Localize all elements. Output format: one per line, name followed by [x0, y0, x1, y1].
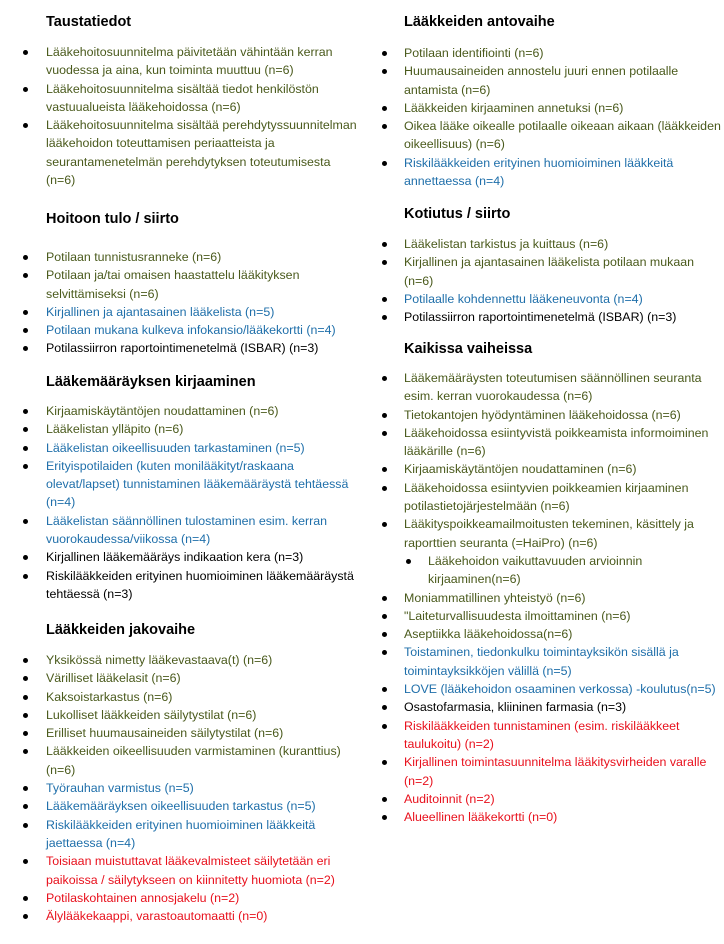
list-item: Kaksoistarkastus (n=6): [0, 688, 362, 706]
list-item: Potilassiirron raportointimenetelmä (ISBAR) (n=3): [0, 339, 362, 357]
list-item: Potilaan identifiointi (n=6): [374, 44, 722, 62]
list-item: Erilliset huumausaineiden säilytystilat (n=6): [0, 724, 362, 742]
list-item: Lääkehoitosuunnitelma sisältää perehdytyssuunnitelman lääkehoidon toteuttamisen periaatteista ja seurantamenetelmän perehdytyksen toteutumisesta (n=6): [0, 116, 362, 189]
list-item: Potilaalle kohdennettu lääkeneuvonta (n=4): [374, 290, 722, 308]
list-item: Riskilääkkeiden erityinen huomioiminen lääkkeitä annettaessa (n=4): [374, 154, 722, 191]
list-item: Huumausaineiden annostelu juuri ennen potilaalle antamista (n=6): [374, 62, 722, 99]
list-item: Osastofarmasia, kliininen farmasia (n=3): [374, 698, 722, 716]
section-title-laakkeiden-jakovaihe: Lääkkeiden jakovaihe: [46, 622, 196, 638]
section-title-kaikissa-vaiheissa: Kaikissa vaiheissa: [404, 341, 533, 357]
list-item: Lääkelistan ylläpito (n=6): [0, 420, 362, 438]
list-item: Riskilääkkeiden erityinen huomioiminen lääkemääräystä tehtäessä (n=3): [0, 567, 362, 604]
list-item: Kirjaamiskäytäntöjen noudattaminen (n=6): [0, 402, 362, 420]
list-item: Erityispotilaiden (kuten monilääkityt/raskaana olevat/lapset) tunnistaminen lääkemääräystä tehtäessä (n=4): [0, 457, 362, 512]
list-item: Potilaan ja/tai omaisen haastattelu lääkityksen selvittämiseksi (n=6): [0, 266, 362, 303]
list-item: Lääkehoidossa esiintyvistä poikkeamista informoiminen lääkärille (n=6): [374, 424, 722, 461]
section-list-kotiutus-siirto: [374, 235, 722, 326]
list-item: Aseptiikka lääkehoidossa(n=6): [374, 625, 722, 643]
list-item: Kirjallinen toimintasuunnitelma lääkitysvirheiden varalle (n=2): [374, 753, 722, 790]
list-item: Kirjaamiskäytäntöjen noudattaminen (n=6): [374, 460, 722, 478]
section-title-kotiutus-siirto: Kotiutus / siirto: [404, 206, 511, 222]
list-item: Lääkehoitosuunnitelma sisältää tiedot henkilöstön vastuualueista lääkehoidossa (n=6): [0, 80, 362, 117]
list-item: Potilassiirron raportointimenetelmä (ISBAR) (n=3): [374, 308, 722, 326]
list-item: Lääkityspoikkeamailmoitusten tekeminen, käsittely ja raporttien seuranta (=HaiPro) (n=6): [374, 515, 722, 552]
list-item: Potilaan mukana kulkeva infokansio/lääkekortti (n=4): [0, 321, 362, 339]
list-item: Lääkehoidossa esiintyvien poikkeamien kirjaaminen potilastietojärjestelmään (n=6): [374, 479, 722, 516]
list-item: Lääkelistan säännöllinen tulostaminen esim. kerran vuorokaudessa/viikossa (n=4): [0, 512, 362, 549]
list-item: Riskilääkkeiden tunnistaminen (esim. riskilääkkeet taulukoitu) (n=2): [374, 717, 722, 754]
list-item: Kirjallinen lääkemääräys indikaation kera (n=3): [0, 548, 362, 566]
list-item: Toistaminen, tiedonkulku toimintayksikön sisällä ja toimintayksikköjen välillä (n=5): [374, 643, 722, 680]
list-item: Moniammatillinen yhteistyö (n=6): [374, 589, 722, 607]
section-list-hoitoon-tulo: [0, 248, 362, 358]
list-item: Lääkehoitosuunnitelma päivitetään vähintään kerran vuodessa ja aina, kun toiminta muuttuu (n=6): [0, 43, 362, 80]
list-item: Lukolliset lääkkeiden säilytystilat (n=6): [0, 706, 362, 724]
list-item: Lääkkeiden oikeellisuuden varmistaminen (kuranttius) (n=6): [0, 742, 362, 779]
list-item: Toisiaan muistuttavat lääkevalmisteet säilytetään eri paikoissa / säilytykseen on kiinnitetty huomiota (n=2): [0, 852, 362, 889]
list-item: Potilaskohtainen annosjakelu (n=2): [0, 889, 362, 907]
list-item: Lääkemääräyksen oikeellisuuden tarkastus (n=5): [0, 797, 362, 815]
section-list-kaikissa-vaiheissa: [374, 369, 722, 826]
list-item: LOVE (lääkehoidon osaaminen verkossa) -koulutus(n=5): [374, 680, 722, 698]
section-title-laakkeiden-antovaihe: Lääkkeiden antovaihe: [404, 14, 555, 30]
section-list-laakemaarayksen-kirjaaminen: [0, 402, 362, 603]
list-item: Värilliset lääkelasit (n=6): [0, 669, 362, 687]
list-item: Lääkelistan oikeellisuuden tarkastaminen (n=5): [0, 439, 362, 457]
list-item: Riskilääkkeiden erityinen huomioiminen lääkkeitä jaettaessa (n=4): [0, 816, 362, 853]
section-list-taustatiedot: [0, 43, 362, 189]
list-item: Lääkelistan tarkistus ja kuittaus (n=6): [374, 235, 722, 253]
list-item: "Laiteturvallisuudesta ilmoittaminen (n=6): [374, 607, 722, 625]
list-item: Auditoinnit (n=2): [374, 790, 722, 808]
section-title-taustatiedot: Taustatiedot: [46, 14, 132, 30]
list-item: Työrauhan varmistus (n=5): [0, 779, 362, 797]
section-title-laakemaarayksen-kirjaaminen: Lääkemääräyksen kirjaaminen: [46, 374, 256, 390]
section-list-laakkeiden-jakovaihe: [0, 651, 362, 925]
list-item: Potilaan tunnistusranneke (n=6): [0, 248, 362, 266]
section-list-laakkeiden-antovaihe: [374, 44, 722, 190]
list-item: Kirjallinen ja ajantasainen lääkelista potilaan mukaan (n=6): [374, 253, 722, 290]
list-item: Lääkkeiden kirjaaminen annetuksi (n=6): [374, 99, 722, 117]
sub-list-item: Lääkehoidon vaikuttavuuden arvioinnin kirjaaminen(n=6): [374, 552, 722, 589]
list-item: Alueellinen lääkekortti (n=0): [374, 808, 722, 826]
list-item: Oikea lääke oikealle potilaalle oikeaan aikaan (lääkkeiden oikeellisuus) (n=6): [374, 117, 722, 154]
list-item: Yksikössä nimetty lääkevastaava(t) (n=6): [0, 651, 362, 669]
list-item: Kirjallinen ja ajantasainen lääkelista (n=5): [0, 303, 362, 321]
section-title-hoitoon-tulo: Hoitoon tulo / siirto: [46, 211, 179, 227]
list-item: Lääkemääräysten toteutumisen säännöllinen seuranta esim. kerran vuorokaudessa (n=6): [374, 369, 722, 406]
list-item: Älylääkekaappi, varastoautomaatti (n=0): [0, 907, 362, 925]
list-item: Tietokantojen hyödyntäminen lääkehoidossa (n=6): [374, 406, 722, 424]
